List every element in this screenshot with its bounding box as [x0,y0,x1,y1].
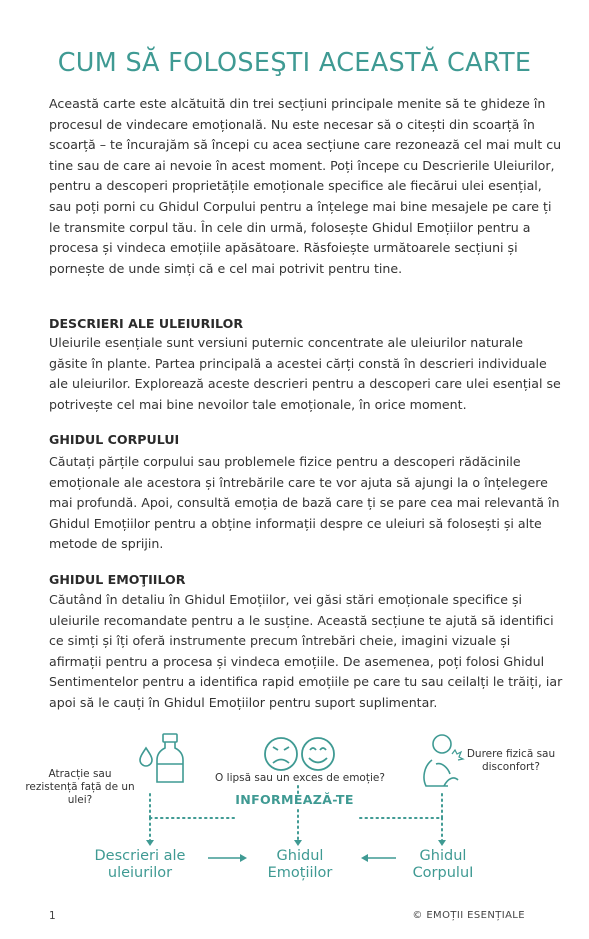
sad-face-icon [265,738,297,770]
box-emotions-guide: Ghidul Emoțiilor [267,848,333,881]
inform-label: INFORMEAZĂ-TE [235,792,354,807]
section-heading-oils: DESCRIERI ALE ULEIURILOR [49,316,244,331]
section-body-oils: Uleiurile esențiale sunt versiuni puternic concentrate ale uleiurilor naturale găsite în plante. Partea principală a acestei cărți constă în descrieri individuale ale uleiurilor. Explorează aceste descrieri pentru a descoperi care ulei esențial se potrivește cel mai bine nevoilor tale emoționale, în orice moment. [49,335,561,412]
section-heading-body: GHIDUL CORPULUI [49,432,180,447]
question-oil: Atracție sau rezistență față de un ulei? [25,768,135,806]
page-title: CUM SĂ FOLOSEŞTI ACEASTĂ CARTE [57,48,532,78]
intro-paragraph: Această carte este alcătuită din trei secțiuni principale menite să te ghideze în procesul de vindecare emoțională. Nu este necesar să o citești din scoarță în scoarță – te încurajăm să începi cu acea secțiune care rezonează cel mai mult cu tine sau de care ai nevoie în acest moment. Poți începe cu Descrierile Uleiurilor, pentru a descoperi proprietățile emoționale specifice ale fiecărui ulei esențial, sau poți porni cu Ghidul Corpului pentru a înțelege mai bine mesajele pe care ți le transmite corpul tău. În cele din urmă, folosește Ghidul Emoțiilor pentru a procesa și vindeca emoțiile apăsătoare. Răsfoiește următoarele secțiuni și pornește de unde simți că e cel mai potrivit pentru tine. [49,96,562,276]
down-arrows [146,840,446,846]
question-body: Durere fizică sau disconfort? [466,748,556,773]
box-oil-descriptions: Descrieri ale uleiurilor [94,848,186,881]
guide-diagram [0,730,589,900]
happy-face-icon [302,738,334,770]
oil-bottle-icon [140,734,183,782]
section-heading-emotions: GHIDUL EMOŢIILOR [49,572,186,587]
section-body-body: Căutați părțile corpului sau problemele fizice pentru a descoperi rădăcinile emoționale ale acestora și întrebările care te vor ajuta să ajungi la o înțelegere mai profundă. Apoi, consultă emoția de bază care ți se pare cea mai relevantă în Ghidul Emoțiilor pentru a obține informații despre ce uleiuri să folosești și alte metode de sprijin. [49,454,560,552]
page-number: 1 [49,910,56,922]
section-body-emotions: Căutând în detaliu în Ghidul Emoțiilor, vei găsi stări emoționale specifice și uleiurile recomandate pentru a le susține. Această secțiune te ajută să identifici ce simți și îți oferă instrumente precum întrebări cheie, imagini vizuale și afirmații pentru a procesa și vindeca emoțiile. De asemenea, poți folosi Ghidul Sentimentelor pentru a identifica rapid emoțiile pe care tu sau ceilalți le trăiți, iar apoi să le cauți în Ghidul Emoțiilor pentru suport suplimentar. [49,592,563,710]
box-body-guide: Ghidul CorpuluI [412,848,474,881]
copyright: © EMOȚII ESENȚIALE [412,910,525,921]
question-emotion: O lipsă sau un exces de emoție? [215,772,385,784]
